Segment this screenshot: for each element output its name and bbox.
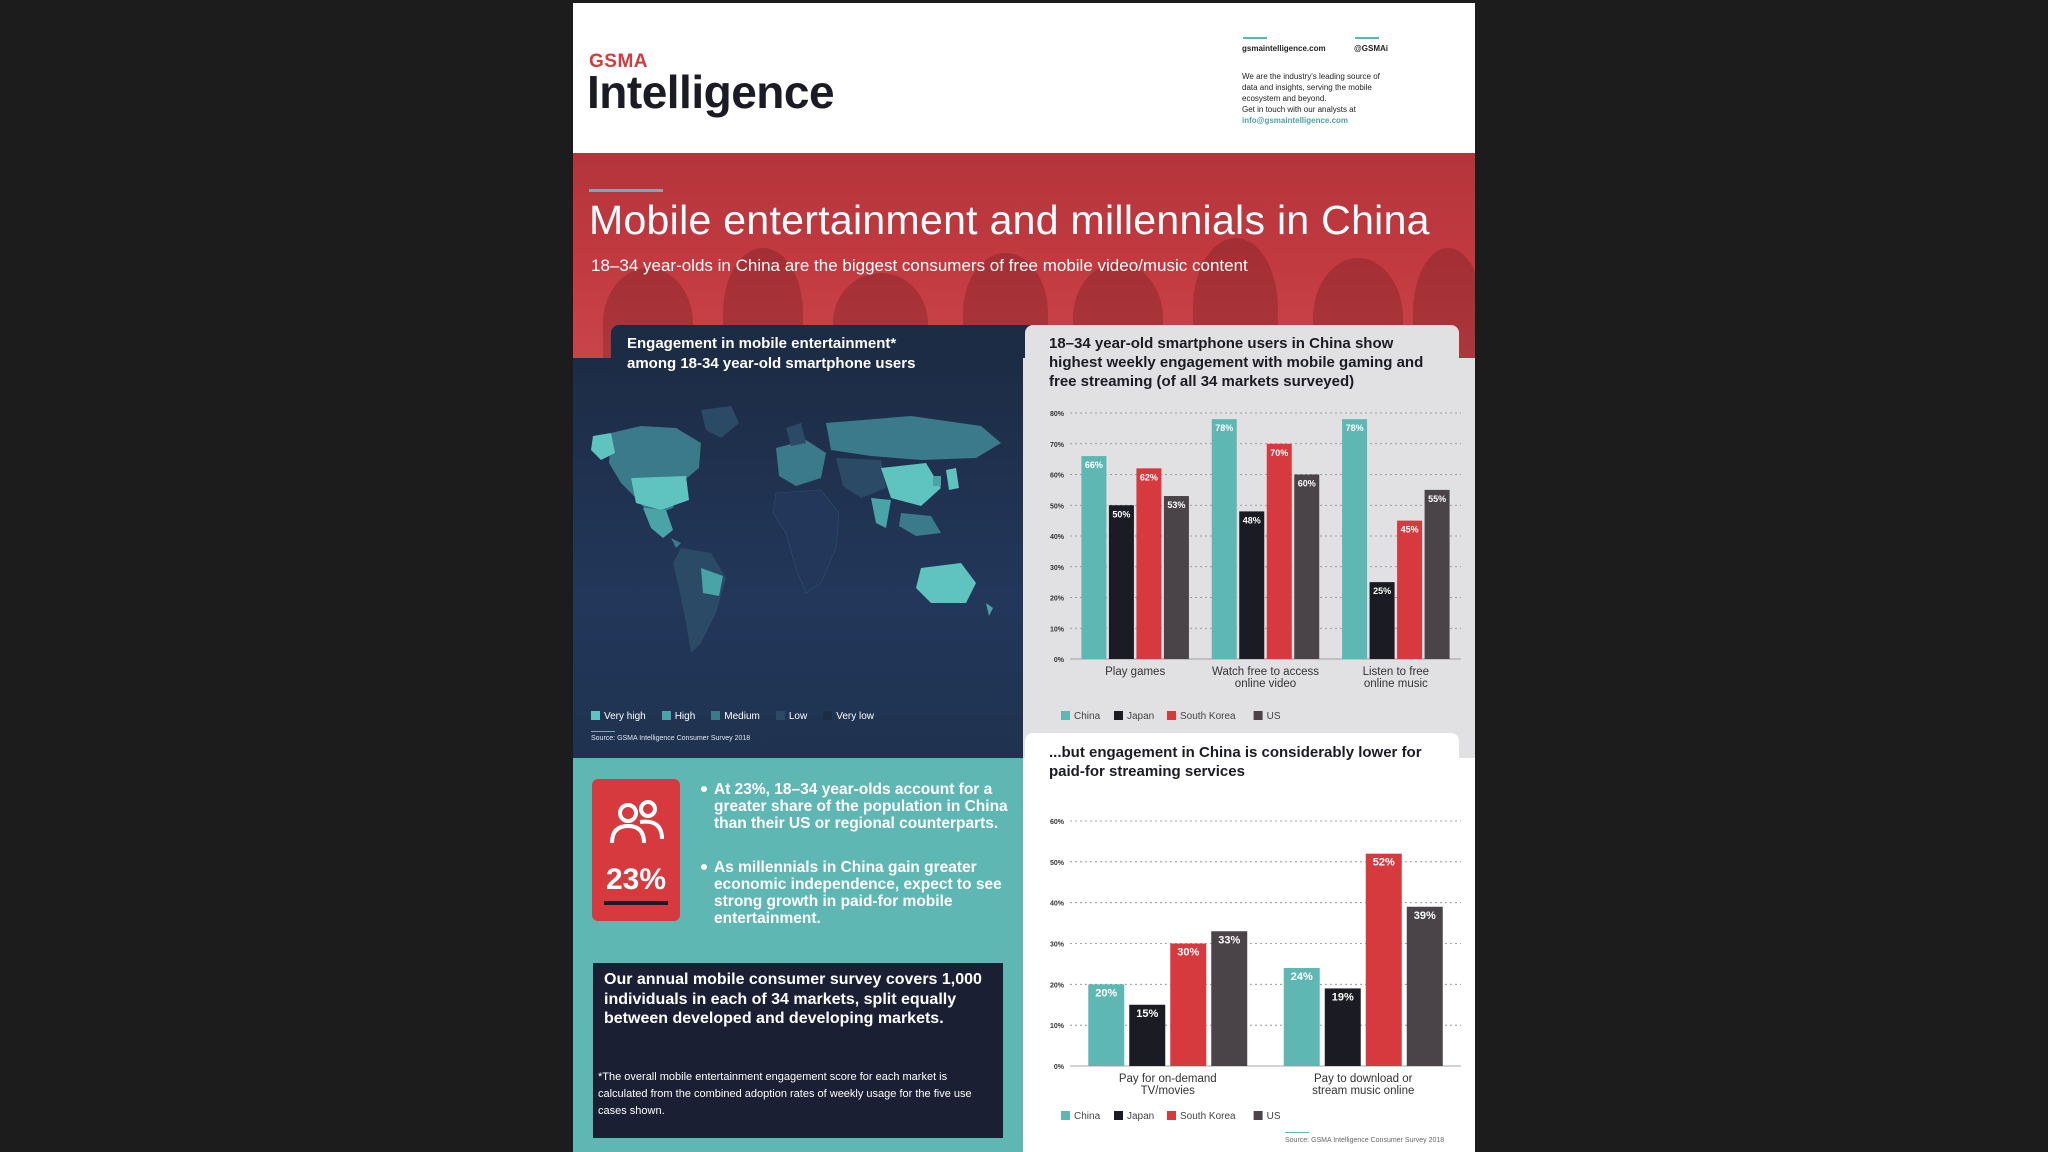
legend-swatch [1114, 711, 1123, 720]
map-new-zealand [986, 603, 993, 616]
gsma-logo-text: GSMA [589, 51, 648, 72]
bar-data-label: 78% [1215, 423, 1234, 434]
stat-underline [604, 901, 668, 905]
bar-data-label: 50% [1112, 509, 1131, 520]
divider [591, 731, 615, 732]
about-line: Get in touch with our analysts at [1242, 105, 1356, 114]
bar [1211, 931, 1247, 1066]
legend-swatch [1167, 711, 1176, 720]
x-category-label: Pay to download or [1314, 1073, 1413, 1085]
x-category-label: online music [1363, 678, 1428, 690]
map-china [881, 463, 941, 506]
x-category-label: Watch free to access [1212, 666, 1319, 678]
survey-footnote: *The overall mobile entertainment engagement score for each market is calculated from the combined adoption rates of weekly usage for the five use cases shown. [598, 1071, 972, 1117]
people-icon [606, 793, 668, 855]
legend-label: China [1074, 1111, 1101, 1122]
chart-paid-engagement [1023, 803, 1475, 1123]
bar [1136, 468, 1161, 659]
y-tick-label: 20% [1049, 982, 1064, 990]
map-legend-item [776, 711, 807, 722]
map-title-line: among 18-34 year-old smartphone users [627, 355, 916, 372]
legend-label: Low [788, 711, 808, 722]
legend-swatch [1254, 711, 1263, 720]
x-category-label: Pay for on-demand [1118, 1073, 1217, 1085]
legend-swatch [662, 711, 671, 720]
map-legend-item [662, 711, 696, 722]
y-tick-label: 40% [1049, 900, 1064, 908]
y-tick-label: 10% [1049, 626, 1064, 634]
x-category-label: Play games [1105, 666, 1166, 678]
website-link[interactable]: gsmaintelligence.com [1242, 44, 1326, 53]
email-link[interactable]: info@gsmaintelligence.com [1242, 116, 1349, 125]
map-russia [826, 416, 1001, 460]
y-tick-label: 20% [1049, 595, 1064, 603]
bar-data-label: 15% [1136, 1007, 1159, 1020]
bar [1170, 944, 1206, 1067]
chart1-title: 18–34 year-old smartphone users in China show highest weekly engagement with mobile gaming and free streaming (of all 34 markets surveyed) [1049, 335, 1424, 390]
map-legend-item [711, 711, 760, 722]
x-category-label: Listen to free [1362, 666, 1430, 678]
legend-label: South Korea [1180, 711, 1236, 722]
bar-data-label: 62% [1139, 472, 1158, 483]
bar [1397, 521, 1422, 659]
legend-label: High [674, 711, 696, 722]
map-southeast-asia [899, 513, 941, 536]
y-tick-label: 40% [1049, 534, 1064, 541]
bar-data-label: 70% [1270, 447, 1289, 458]
legend-label: China [1074, 711, 1101, 722]
y-tick-label: 10% [1049, 1023, 1064, 1031]
divider [1355, 37, 1379, 39]
legend-swatch [1167, 1111, 1176, 1120]
map-mexico [643, 508, 673, 538]
divider [1243, 37, 1267, 39]
map-central-america [671, 538, 681, 548]
bar-data-label: 53% [1167, 500, 1186, 511]
bar-data-label: 20% [1095, 987, 1118, 1000]
map-source: Source: GSMA Intelligence Consumer Survey 2018 [591, 735, 751, 742]
y-tick-label: 60% [1049, 819, 1064, 826]
legend-swatch [591, 711, 600, 720]
stat-bullet-2: As millennials in China gain greater economic independence, expect to see strong growth in paid-for mobile entertainment. [714, 859, 1002, 927]
y-tick-label: 50% [1049, 859, 1064, 867]
legend-swatch [711, 711, 720, 720]
map-korea [933, 476, 941, 486]
legend-label: Japan [1127, 1111, 1155, 1122]
about-line: data and insights, serving the mobile [1242, 83, 1372, 92]
twitter-handle[interactable]: @GSMAi [1354, 44, 1389, 53]
y-tick-label: 0% [1053, 1064, 1064, 1071]
about-text [1242, 71, 1412, 126]
stat-value: 23% [605, 863, 667, 896]
legend-label: US [1266, 1111, 1281, 1122]
map-legend-item [591, 711, 646, 722]
intelligence-logo-text: Intelligence [587, 66, 835, 118]
survey-info-box [593, 963, 1003, 1138]
infographic-page [573, 3, 1475, 1152]
legend-swatch [1114, 1111, 1123, 1120]
legend-label: US [1266, 711, 1281, 722]
bar-data-label: 25% [1373, 586, 1392, 597]
about-line: We are the industry's leading source of [1242, 72, 1380, 81]
bar-data-label: 39% [1413, 909, 1436, 922]
survey-description: Our annual mobile consumer survey covers 1,000 individuals in each of 34 markets, split equally between developed and developing markets. [604, 971, 982, 1027]
chart2-source: Source: GSMA Intelligence Consumer Survey 2018 [1285, 1137, 1445, 1144]
legend-swatch [1254, 1111, 1263, 1120]
bar-data-label: 55% [1428, 493, 1447, 504]
page-subtitle: 18–34 year-olds in China are the biggest consumers of free mobile video/music content [591, 256, 1248, 275]
bar [1267, 444, 1292, 659]
title-accent-line [589, 189, 663, 192]
map-australia [916, 563, 976, 603]
legend-label: Medium [724, 711, 760, 722]
legend-label: Very low [836, 711, 875, 722]
stat-card [592, 779, 680, 921]
map-usa [631, 476, 689, 510]
y-tick-label: 80% [1049, 411, 1064, 418]
bar [1164, 496, 1189, 659]
y-tick-label: 30% [1049, 941, 1064, 949]
chart2-title: ...but engagement in China is considerably lower for paid-for streaming services [1049, 744, 1422, 780]
bar-data-label: 60% [1297, 478, 1316, 489]
bar [1366, 854, 1402, 1066]
bar [1212, 419, 1237, 659]
bar-data-label: 78% [1345, 423, 1364, 434]
legend-swatch [1061, 1111, 1070, 1120]
bar-data-label: 52% [1372, 856, 1395, 869]
map-scandinavia [786, 423, 806, 446]
about-line: ecosystem and beyond. [1242, 94, 1327, 103]
map-title [627, 334, 915, 374]
map-europe [776, 440, 826, 486]
page-title: Mobile entertainment and millennials in China [589, 197, 1430, 243]
map-india [871, 498, 891, 528]
x-category-label: online video [1234, 678, 1297, 690]
y-tick-label: 30% [1049, 564, 1064, 572]
world-map-panel [573, 358, 1023, 758]
bar [1081, 456, 1106, 659]
y-tick-label: 60% [1049, 472, 1064, 480]
y-tick-label: 50% [1049, 503, 1064, 511]
world-map [581, 398, 1011, 668]
bar [1342, 419, 1367, 659]
legend-swatch [823, 711, 832, 720]
legend-label: Very high [604, 711, 646, 722]
bar [1109, 505, 1134, 659]
legend-swatch [1061, 711, 1070, 720]
bullet-dot [701, 786, 707, 792]
map-central-asia [836, 458, 886, 498]
divider [1285, 1132, 1309, 1133]
map-south-america [673, 548, 726, 653]
map-legend [591, 711, 890, 722]
stat-bullet-1: At 23%, 18–34 year-olds account for a greater share of the population in China than their US or regional counterparts. [714, 781, 1008, 832]
bar [1294, 475, 1319, 660]
bar-data-label: 30% [1177, 946, 1200, 959]
y-tick-label: 70% [1049, 441, 1064, 449]
x-category-label: TV/movies [1140, 1085, 1195, 1097]
map-africa [773, 490, 839, 593]
bullet-dot [701, 864, 707, 870]
map-legend-item [823, 711, 874, 722]
map-japan [946, 468, 959, 490]
chart-free-engagement [1023, 403, 1475, 723]
bar [1425, 490, 1450, 659]
bar-data-label: 48% [1242, 515, 1261, 526]
legend-swatch [776, 711, 785, 720]
bar-data-label: 45% [1400, 524, 1419, 535]
bar [1239, 511, 1264, 659]
map-greenland [701, 406, 739, 438]
x-category-label: stream music online [1312, 1085, 1415, 1097]
legend-label: Japan [1127, 711, 1155, 722]
bar-data-label: 24% [1290, 971, 1313, 983]
bar-data-label: 33% [1218, 934, 1241, 947]
bar [1407, 907, 1443, 1066]
legend-label: South Korea [1180, 1111, 1236, 1122]
bar-data-label: 66% [1084, 460, 1103, 471]
y-tick-label: 0% [1053, 657, 1064, 664]
map-title-line: Engagement in mobile entertainment* [627, 335, 897, 352]
bar-data-label: 19% [1331, 991, 1354, 1004]
